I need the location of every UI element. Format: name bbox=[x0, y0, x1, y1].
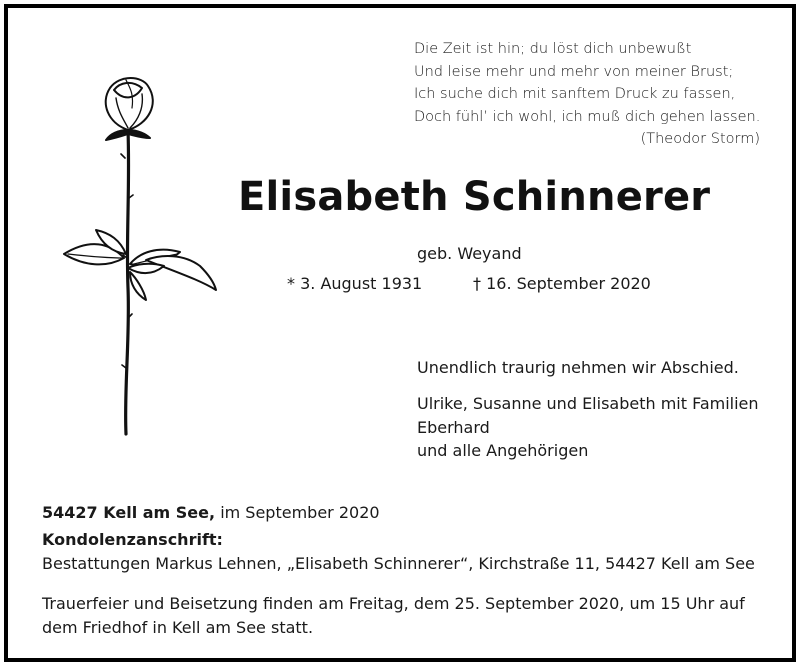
poem-author: (Theodor Storm) bbox=[640, 131, 760, 148]
poem-block bbox=[414, 38, 760, 151]
date: im September 2020 bbox=[220, 503, 380, 522]
death-date: † 16. September 2020 bbox=[473, 274, 651, 293]
ceremony-line: dem Friedhof in Kell am See statt. bbox=[42, 617, 314, 637]
mourners-list bbox=[417, 392, 759, 463]
mourner-line: und alle Angehörigen bbox=[417, 441, 589, 460]
poem-line: Die Zeit ist hin; du löst dich unbewußt bbox=[414, 41, 692, 57]
mourner-line: Ulrike, Susanne und Elisabeth mit Familien bbox=[417, 394, 759, 413]
place: 54427 Kell am See, bbox=[42, 503, 216, 522]
farewell-text: Unendlich traurig nehmen wir Abschied. bbox=[417, 358, 739, 377]
poem-line: Und leise mehr und mehr von meiner Brust; bbox=[414, 63, 734, 80]
birth-date: * 3. August 1931 bbox=[287, 274, 423, 293]
maiden-name: geb. Weyand bbox=[417, 244, 522, 263]
place-and-date bbox=[42, 501, 782, 525]
life-dates bbox=[287, 274, 651, 293]
condolence-address: Bestattungen Markus Lehnen, „Elisabeth Schinnerer“, Kirchstraße 11, 54427 Kell am See bbox=[42, 554, 755, 573]
ceremony-line: Trauerfeier und Beisetzung finden am Freitag, dem 25. September 2020, um 15 Uhr auf bbox=[42, 594, 745, 613]
mourner-line: Eberhard bbox=[417, 417, 490, 437]
poem-line: Ich suche dich mit sanftem Druck zu fassen, bbox=[414, 86, 736, 103]
deceased-name: Elisabeth Schinnerer bbox=[238, 174, 711, 220]
poem-line: Doch fühl’ ich wohl, ich muß dich gehen lassen. bbox=[414, 108, 761, 125]
rose-illustration bbox=[50, 68, 230, 448]
condolence-label: Kondolenzanschrift: bbox=[42, 530, 223, 549]
ceremony-notice bbox=[42, 592, 772, 639]
